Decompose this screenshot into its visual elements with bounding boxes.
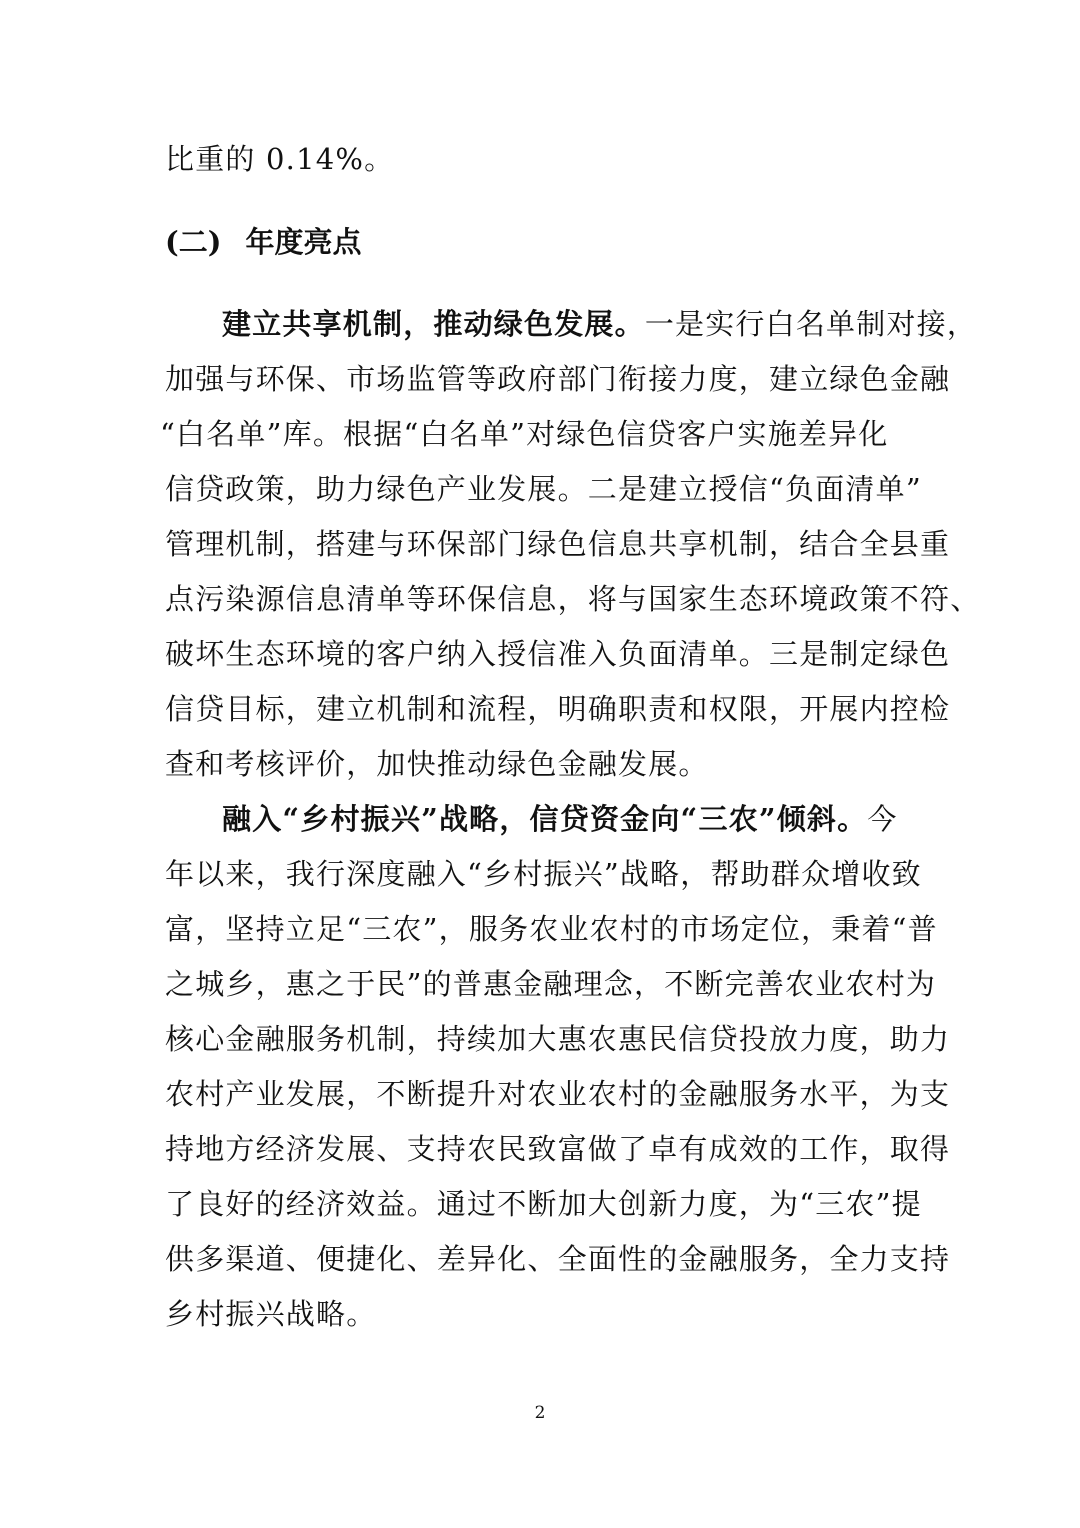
paragraph1-line2: 加强与环保、市场监管等政府部门衔接力度，建立绿色金融 [165, 362, 951, 396]
section-heading-number: (二) [165, 225, 222, 259]
paragraph1-line6: 点污染源信息清单等环保信息，将与国家生态环境政策不符、 [165, 582, 981, 616]
paragraph1-line5: 管理机制，搭建与环保部门绿色信息共享机制，结合全县重 [165, 527, 951, 561]
paragraph2-line1 [222, 799, 922, 839]
paragraph2-line3: 富，坚持立足“三农”，服务农业农村的市场定位，秉着“普 [165, 912, 938, 946]
section-heading [165, 222, 361, 262]
section-heading-title: 年度亮点 [245, 225, 362, 259]
paragraph1-line9: 查和考核评价，加快推动绿色金融发展。 [165, 747, 709, 781]
paragraph1-line1 [222, 304, 978, 344]
paragraph2-lead: 融入“乡村振兴”战略，信贷资金向“三农”倾斜。 [222, 802, 868, 836]
paragraph2-line8: 了良好的经济效益。通过不断加大创新力度，为“三农”提 [165, 1187, 922, 1221]
paragraph2-line1-rest: 今 [867, 802, 898, 836]
paragraph2-line10: 乡村振兴战略。 [165, 1297, 377, 1331]
paragraph1-line8: 信贷目标，建立机制和流程，明确职责和权限，开展内控检 [165, 692, 951, 726]
paragraph2-line4: 之城乡，惠之于民”的普惠金融理念，不断完善农业农村为 [165, 967, 937, 1001]
text-line-continuation: 比重的 0.14%。 [165, 142, 395, 176]
paragraph1-line4: 信贷政策，助力绿色产业发展。二是建立授信“负面清单” [165, 472, 922, 506]
paragraph2-line7: 持地方经济发展、支持农民致富做了卓有成效的工作，取得 [165, 1132, 951, 1166]
paragraph2-line6: 农村产业发展，不断提升对农业农村的金融服务水平，为支 [165, 1077, 951, 1111]
paragraph2-line5: 核心金融服务机制，持续加大惠农惠民信贷投放力度，助力 [165, 1022, 951, 1056]
paragraph2-line2: 年以来，我行深度融入“乡村振兴”战略，帮助群众增收致 [165, 857, 922, 891]
paragraph1-line3: “白名单”库。根据“白名单”对绿色信贷客户实施差异化 [160, 417, 889, 451]
paragraph1-line7: 破坏生态环境的客户纳入授信准入负面清单。三是制定绿色 [165, 637, 951, 671]
paragraph2-line9: 供多渠道、便捷化、差异化、全面性的金融服务，全力支持 [165, 1242, 951, 1276]
paragraph1-line1-rest: 一是实行白名单制对接， [644, 307, 978, 341]
paragraph1-lead: 建立共享机制，推动绿色发展。 [222, 307, 645, 341]
page-number: 2 [534, 1403, 546, 1423]
